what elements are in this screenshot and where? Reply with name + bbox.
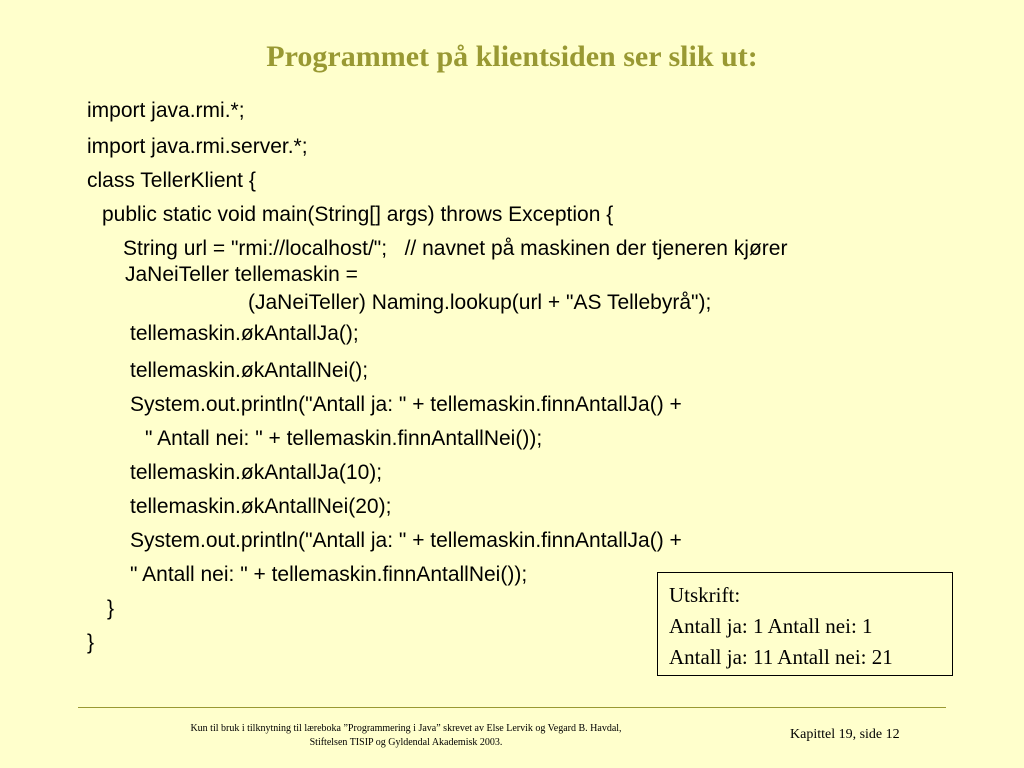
code-line: JaNeiTeller tellemaskin = <box>125 263 358 286</box>
output-line: Antall ja: 1 Antall nei: 1 <box>669 614 873 638</box>
code-line: System.out.println("Antall ja: " + tellemaskin.finnAntallJa() + <box>130 393 682 416</box>
code-line: import java.rmi.*; <box>87 99 245 122</box>
output-heading: Utskrift: <box>669 583 741 607</box>
slide-title: Programmet på klientsiden ser slik ut: <box>266 40 758 73</box>
code-line: import java.rmi.server.*; <box>87 135 308 158</box>
code-line: tellemaskin.økAntallJa(10); <box>130 461 383 484</box>
page-number: Kapittel 19, side 12 <box>790 727 900 742</box>
code-line: System.out.println("Antall ja: " + tellemaskin.finnAntallJa() + <box>130 529 682 552</box>
code-line: " Antall nei: " + tellemaskin.finnAntallNei()); <box>130 563 528 586</box>
footer-note <box>110 722 702 750</box>
code-line: String url = "rmi://localhost/"; // navnet på maskinen der tjeneren kjører <box>123 237 788 260</box>
output-line: Antall ja: 11 Antall nei: 21 <box>669 645 893 669</box>
code-line: tellemaskin.økAntallNei(); <box>130 359 369 382</box>
code-line: public static void main(String[] args) throws Exception { <box>102 203 614 226</box>
code-line: tellemaskin.økAntallJa(); <box>130 322 359 345</box>
code-line: } <box>107 597 115 620</box>
code-line: (JaNeiTeller) Naming.lookup(url + "AS Tellebyrå"); <box>248 291 712 314</box>
code-line: } <box>87 631 95 654</box>
footer-note-line: Kun til bruk i tilknytning til læreboka ”Programmering i Java” skrevet av Else Lervik og Vegard B. Havdal, <box>190 723 622 734</box>
code-line: class TellerKlient { <box>87 169 256 192</box>
code-line: " Antall nei: " + tellemaskin.finnAntallNei()); <box>145 427 543 450</box>
footer-divider <box>78 707 946 708</box>
output-box <box>657 572 953 676</box>
code-line: tellemaskin.økAntallNei(20); <box>130 495 392 518</box>
footer-note-line: Stiftelsen TISIP og Gyldendal Akademisk 2003. <box>309 737 503 748</box>
